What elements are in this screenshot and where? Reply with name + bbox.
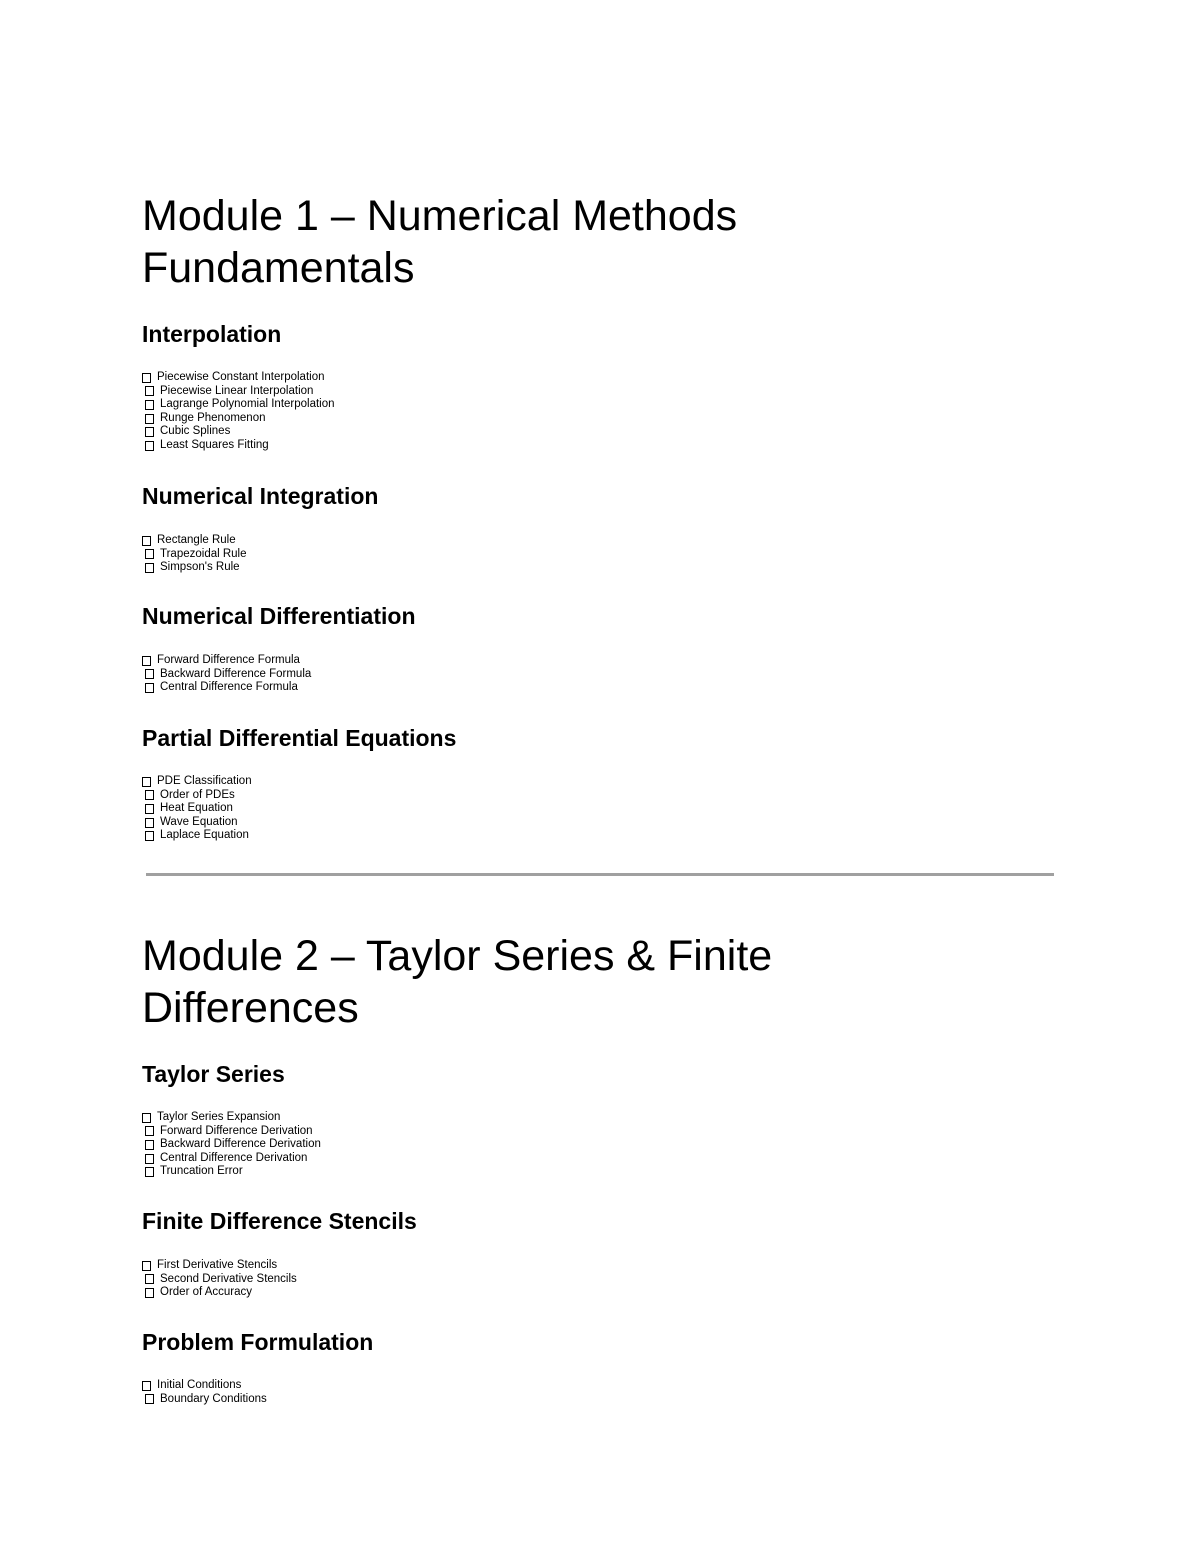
checkbox-icon[interactable] (145, 1140, 154, 1150)
checklist-item-label: Order of Accuracy (160, 1286, 253, 1299)
checklist-item (142, 829, 252, 843)
section-interpolation (142, 320, 281, 348)
checkbox-icon[interactable] (145, 1274, 154, 1284)
checkbox-icon[interactable] (142, 1381, 151, 1391)
checklist-item-label: Forward Difference Formula (157, 654, 300, 666)
checklist-item-label: First Derivative Stencils (157, 1259, 278, 1271)
checklist-item (142, 534, 247, 548)
section-title: Finite Difference Stencils (142, 1208, 417, 1234)
checklist-item-label: Central Difference Derivation (160, 1151, 308, 1164)
checklist (142, 654, 311, 695)
checklist (142, 1379, 267, 1406)
checklist-item (142, 548, 247, 562)
checklist (142, 534, 247, 575)
checkbox-icon[interactable] (142, 373, 151, 383)
section-title: Problem Formulation (142, 1329, 374, 1355)
section-partial-differential-equations (142, 724, 456, 752)
checklist-item-label: Laplace Equation (160, 829, 249, 842)
checkbox-icon[interactable] (145, 790, 154, 800)
checklist-item-label: Cubic Splines (160, 425, 231, 438)
module-1-title-line-1: Module 1 – Numerical Methods (142, 192, 738, 240)
checkbox-icon[interactable] (142, 656, 151, 666)
section-numerical-differentiation (142, 602, 416, 630)
checklist-item-label: Taylor Series Expansion (157, 1111, 281, 1123)
checklist-item (142, 398, 335, 412)
section-title: Numerical Differentiation (142, 603, 416, 629)
checklist-item (142, 1152, 321, 1166)
checklist-item (142, 1165, 321, 1179)
checkbox-icon[interactable] (145, 1288, 154, 1298)
checklist-item (142, 681, 311, 695)
section-taylor-series (142, 1060, 285, 1088)
module-2-title-line-2: Differences (142, 984, 359, 1032)
checklist-item (142, 385, 335, 399)
checklist-item-label: Backward Difference Formula (160, 667, 312, 680)
section-problem-formulation (142, 1328, 373, 1356)
checklist-item (142, 371, 335, 385)
checkbox-icon[interactable] (145, 549, 154, 559)
checkbox-icon[interactable] (145, 683, 154, 693)
checklist-item-label: PDE Classification (157, 775, 252, 787)
checklist-item (142, 561, 247, 575)
checklist-item-label: Central Difference Formula (160, 681, 298, 694)
checklist-item (142, 802, 252, 816)
checklist-item-label: Runge Phenomenon (160, 411, 266, 424)
module-1-title (142, 190, 737, 294)
checklist-item-label: Wave Equation (160, 815, 238, 828)
section-title: Numerical Integration (142, 483, 379, 509)
checkbox-icon[interactable] (142, 1113, 151, 1123)
checkbox-icon[interactable] (145, 1154, 154, 1164)
checkbox-icon[interactable] (145, 669, 154, 679)
checkbox-icon[interactable] (142, 536, 151, 546)
checklist-item (142, 1138, 321, 1152)
checklist-item (142, 1125, 321, 1139)
checklist-item-label: Initial Conditions (157, 1379, 242, 1391)
checklist-item (142, 654, 311, 668)
checklist-item (142, 1286, 297, 1300)
checkbox-icon[interactable] (145, 563, 154, 573)
checkbox-icon[interactable] (145, 1394, 154, 1404)
checkbox-icon[interactable] (145, 386, 154, 396)
checklist-item (142, 1259, 297, 1273)
checklist-item-label: Heat Equation (160, 802, 233, 815)
module-1-title-line-2: Fundamentals (142, 244, 415, 292)
checklist-item-label: Simpson's Rule (160, 561, 240, 574)
checklist-item (142, 425, 335, 439)
checkbox-icon[interactable] (142, 1261, 151, 1271)
checklist (142, 1111, 321, 1179)
checklist-item (142, 439, 335, 453)
checklist-item (142, 668, 311, 682)
checklist-item-label: Piecewise Constant Interpolation (157, 371, 325, 383)
checkbox-icon[interactable] (145, 1126, 154, 1136)
checklist-item (142, 1111, 321, 1125)
module-divider (146, 873, 1054, 876)
checklist-item-label: Lagrange Polynomial Interpolation (160, 398, 335, 411)
checklist-item-label: Rectangle Rule (157, 534, 236, 546)
checklist (142, 1259, 297, 1300)
checklist-item-label: Second Derivative Stencils (160, 1272, 297, 1285)
checklist-item (142, 412, 335, 426)
section-title: Taylor Series (142, 1061, 285, 1087)
checkbox-icon[interactable] (145, 427, 154, 437)
checkbox-icon[interactable] (142, 777, 151, 787)
checklist-item (142, 816, 252, 830)
checklist-item (142, 1379, 267, 1393)
checklist-item-label: Piecewise Linear Interpolation (160, 384, 314, 397)
checklist-item-label: Boundary Conditions (160, 1392, 267, 1405)
checklist-item-label: Truncation Error (160, 1165, 243, 1178)
checkbox-icon[interactable] (145, 441, 154, 451)
checklist-item (142, 1273, 297, 1287)
checkbox-icon[interactable] (145, 1167, 154, 1177)
section-title: Partial Differential Equations (142, 725, 457, 751)
section-title: Interpolation (142, 321, 282, 347)
section-numerical-integration (142, 482, 378, 510)
checklist-item (142, 775, 252, 789)
module-2-title-line-1: Module 2 – Taylor Series & Finite (142, 932, 773, 980)
checkbox-icon[interactable] (145, 400, 154, 410)
checklist-item-label: Forward Difference Derivation (160, 1124, 313, 1137)
checklist-item-label: Trapezoidal Rule (160, 547, 247, 560)
checklist (142, 775, 252, 843)
checkbox-icon[interactable] (145, 804, 154, 814)
checklist-item-label: Backward Difference Derivation (160, 1138, 321, 1151)
checkbox-icon[interactable] (145, 831, 154, 841)
checklist-item-label: Order of PDEs (160, 788, 235, 801)
checkbox-icon[interactable] (145, 818, 154, 828)
module-2-title (142, 930, 772, 1034)
section-finite-difference-stencils (142, 1207, 417, 1235)
checklist (142, 371, 335, 453)
checklist-item-label: Least Squares Fitting (160, 438, 269, 451)
checklist-item (142, 789, 252, 803)
checkbox-icon[interactable] (145, 414, 154, 424)
checklist-item (142, 1393, 267, 1407)
